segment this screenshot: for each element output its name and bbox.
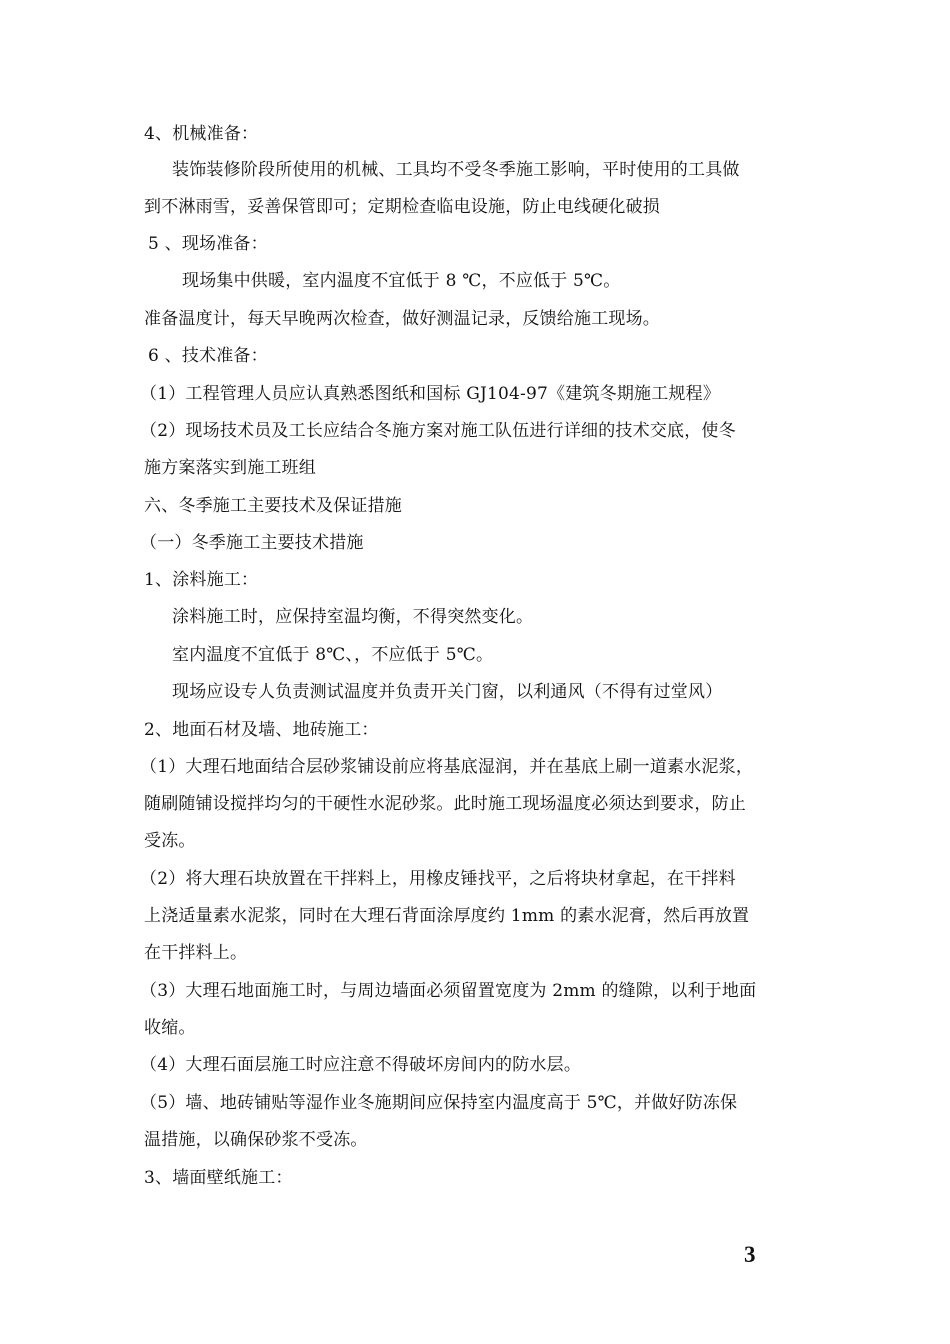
- text-line: （2）现场技术员及工长应结合冬施方案对施工队伍进行详细的技术交底，使冬: [140, 421, 736, 441]
- text-line: 受冻。: [144, 831, 196, 851]
- text-line: 6 、技术准备：: [148, 346, 268, 366]
- text-line: 温措施，以确保砂浆不受冻。: [144, 1130, 368, 1150]
- text-line: 涂料施工时，应保持室温均衡，不得突然变化。: [172, 607, 534, 627]
- text-line: （2）将大理石块放置在干拌料上，用橡皮锤找平，之后将块材拿起，在干拌料: [140, 869, 736, 889]
- text-line: （一）冬季施工主要技术措施: [140, 533, 364, 553]
- text-line: 4、机械准备：: [144, 124, 259, 144]
- text-line: 在干拌料上。: [144, 943, 248, 963]
- text-line: 现场集中供暖，室内温度不宜低于 8 ℃，不应低于 5℃。: [182, 271, 621, 291]
- text-line: （1）工程管理人员应认真熟悉图纸和国标 GJ104-97《建筑冬期施工规程》: [140, 384, 721, 404]
- text-line: 收缩。: [144, 1018, 196, 1038]
- text-line: 3、墙面壁纸施工：: [144, 1168, 293, 1188]
- text-line: 六、冬季施工主要技术及保证措施: [144, 496, 402, 516]
- text-line: 随刷随铺设搅拌均匀的干硬性水泥砂浆。此时施工现场温度必须达到要求，防止: [144, 794, 746, 814]
- text-line: 到不淋雨雪，妥善保管即可；定期检查临电设施，防止电线硬化破损: [144, 197, 660, 217]
- text-line: （3）大理石地面施工时，与周边墙面必须留置宽度为 2mm 的缝隙，以利于地面: [140, 981, 757, 1001]
- text-line: 1、涂料施工：: [144, 570, 259, 590]
- text-line: 2、地面石材及墙、地砖施工：: [144, 720, 379, 740]
- text-line: 5 、现场准备：: [148, 234, 268, 254]
- text-line: 现场应设专人负责测试温度并负责开关门窗，以利通风（不得有过堂风）: [172, 682, 723, 702]
- text-line: （1）大理石地面结合层砂浆铺设前应将基底湿润，并在基底上刷一道素水泥浆，: [140, 757, 754, 777]
- text-line: 室内温度不宜低于 8℃、，不应低于 5℃。: [172, 645, 494, 665]
- text-line: （5）墙、地砖铺贴等湿作业冬施期间应保持室内温度高于 5℃，并做好防冻保: [140, 1093, 738, 1113]
- text-line: 施方案落实到施工班组: [144, 458, 316, 478]
- page-number: 3: [744, 1242, 756, 1267]
- text-line: 上浇适量素水泥浆，同时在大理石背面涂厚度约 1mm 的素水泥膏，然后再放置: [144, 906, 750, 926]
- text-line: （4）大理石面层施工时应注意不得破坏房间内的防水层。: [140, 1055, 582, 1075]
- text-line: 装饰装修阶段所使用的机械、工具均不受冬季施工影响，平时使用的工具做: [172, 160, 740, 180]
- text-line: 准备温度计，每天早晚两次检查，做好测温记录，反馈给施工现场。: [144, 309, 660, 329]
